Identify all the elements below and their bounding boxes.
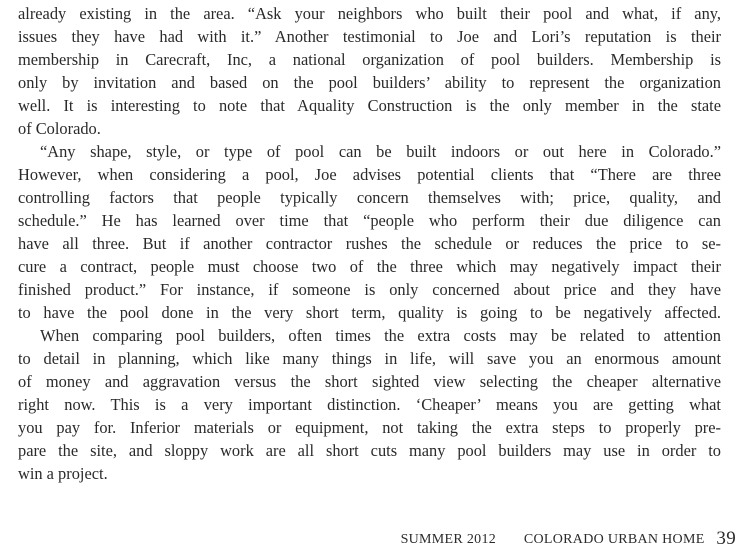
page-footer	[401, 527, 736, 549]
text-line: finished product.” For instance, if someone is only concerned about price and they have	[18, 280, 721, 299]
text-line: pare the site, and sloppy work are all short cuts many pool builders may use in order to	[18, 441, 721, 460]
issue-date: SUMMER 2012	[400, 532, 497, 547]
text-line: only by invitation and based on the pool builders’ ability to represent the organization	[18, 73, 721, 92]
text-line: “Any shape, style, or type of pool can be built indoors or out here in Colorado.”	[40, 142, 721, 161]
text-line: of Colorado.	[18, 119, 101, 138]
text-line: When comparing pool builders, often times the extra costs may be related to attention	[40, 326, 721, 345]
text-line: right now. This is a very important distinction. ‘Cheaper’ means you are getting what	[18, 395, 721, 414]
text-line: schedule.” He has learned over time that “people who perform their due diligence can	[18, 211, 721, 230]
text-line: of money and aggravation versus the short sighted view selecting the cheaper alternative	[18, 372, 721, 391]
text-line: However, when considering a pool, Joe advises potential clients that “There are three	[18, 165, 721, 184]
text-line: already existing in the area. “Ask your neighbors who built their pool and what, if any,	[18, 4, 721, 23]
text-line: have all three. But if another contractor rushes the schedule or reduces the price to se-	[18, 234, 721, 253]
text-line: win a project.	[18, 464, 108, 483]
text-line: well. It is interesting to note that Aquality Construction is the only member in the state	[18, 96, 721, 115]
text-line: controlling factors that people typically concern themselves with; price, quality, and	[18, 188, 721, 207]
publication-name: COLORADO URBAN HOME	[523, 532, 705, 547]
text-line: issues they have had with it.” Another testimonial to Joe and Lori’s reputation is their	[18, 27, 721, 46]
page-number: 39	[716, 528, 736, 549]
text-line: cure a contract, people must choose two of the three which may negatively impact their	[18, 257, 721, 276]
text-line: membership in Carecraft, Inc, a national organization of pool builders. Membership is	[18, 50, 721, 69]
text-line: to detail in planning, which like many things in life, will save you an enormous amount	[18, 349, 721, 368]
text-line: to have the pool done in the very short term, quality is going to be negatively affected.	[18, 303, 721, 322]
text-line: you pay for. Inferior materials or equipment, not taking the extra steps to properly pre-	[18, 418, 721, 437]
